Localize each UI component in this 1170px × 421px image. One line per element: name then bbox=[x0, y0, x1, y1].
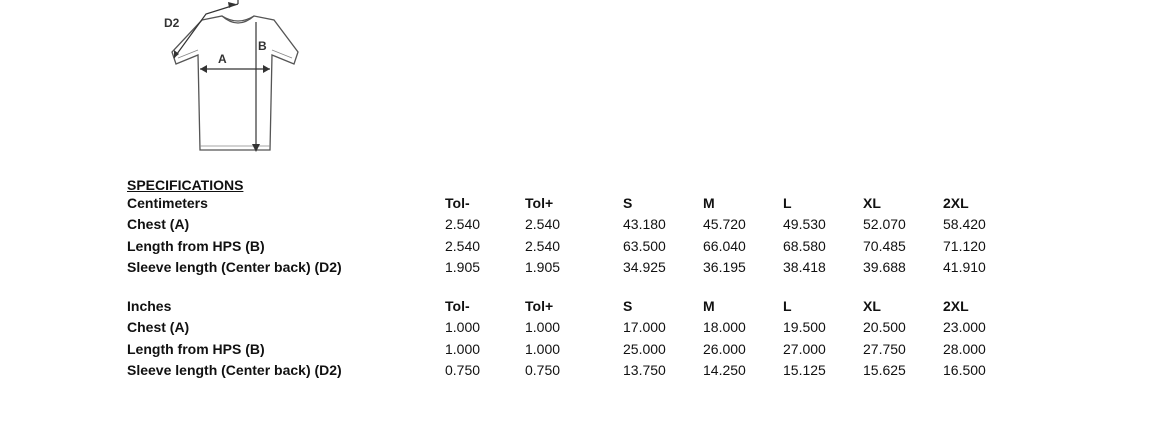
table-cell: 0.750 bbox=[525, 361, 561, 378]
table-cell: 66.040 bbox=[703, 237, 746, 254]
column-header: M bbox=[703, 195, 715, 211]
table-header-row bbox=[127, 193, 1023, 214]
row-label: Chest (A) bbox=[127, 319, 190, 336]
table-cell: 49.530 bbox=[783, 216, 826, 233]
table-cell: 23.000 bbox=[943, 319, 986, 336]
table-cell: 2.540 bbox=[445, 237, 481, 254]
table-row bbox=[127, 339, 1023, 360]
table-cell: 1.000 bbox=[525, 319, 561, 336]
table-cell: 52.070 bbox=[863, 216, 906, 233]
table-cell: 58.420 bbox=[943, 216, 986, 233]
table-cell: 27.000 bbox=[783, 340, 826, 357]
row-label: Length from HPS (B) bbox=[127, 237, 265, 254]
column-header: S bbox=[623, 298, 633, 314]
column-header: XL bbox=[863, 298, 881, 314]
tshirt-measurement-diagram bbox=[150, 0, 310, 160]
table-cell: 1.000 bbox=[525, 340, 561, 357]
unit-label: Inches bbox=[127, 298, 172, 314]
table-cell: 38.418 bbox=[783, 258, 826, 275]
table-cell: 63.500 bbox=[623, 237, 666, 254]
table-cell: 2.540 bbox=[445, 216, 481, 233]
diagram-label-a: A bbox=[218, 52, 227, 66]
spec-table-inches bbox=[127, 296, 1023, 381]
diagram-label-b: B bbox=[258, 39, 267, 53]
tshirt-outline-icon bbox=[150, 0, 310, 160]
column-header: 2XL bbox=[943, 195, 969, 211]
row-label: Sleeve length (Center back) (D2) bbox=[127, 258, 342, 275]
table-row bbox=[127, 257, 1023, 278]
column-header: M bbox=[703, 298, 715, 314]
table-row bbox=[127, 214, 1023, 235]
table-cell: 41.910 bbox=[943, 258, 986, 275]
column-header: Tol- bbox=[445, 298, 470, 314]
table-cell: 1.905 bbox=[445, 258, 481, 275]
row-label: Chest (A) bbox=[127, 216, 190, 233]
table-cell: 15.625 bbox=[863, 361, 906, 378]
table-cell: 68.580 bbox=[783, 237, 826, 254]
table-cell: 2.540 bbox=[525, 237, 561, 254]
table-cell: 27.750 bbox=[863, 340, 906, 357]
table-cell: 1.000 bbox=[445, 319, 481, 336]
table-row bbox=[127, 317, 1023, 338]
table-cell: 1.905 bbox=[525, 258, 561, 275]
spec-table-centimeters bbox=[127, 193, 1023, 278]
row-label: Sleeve length (Center back) (D2) bbox=[127, 361, 342, 378]
table-cell: 17.000 bbox=[623, 319, 666, 336]
row-label: Length from HPS (B) bbox=[127, 340, 265, 357]
table-cell: 19.500 bbox=[783, 319, 826, 336]
table-cell: 45.720 bbox=[703, 216, 746, 233]
table-cell: 13.750 bbox=[623, 361, 666, 378]
column-header: Tol- bbox=[445, 195, 470, 211]
table-cell: 34.925 bbox=[623, 258, 666, 275]
column-header: S bbox=[623, 195, 633, 211]
table-cell: 18.000 bbox=[703, 319, 746, 336]
table-cell: 16.500 bbox=[943, 361, 986, 378]
table-cell: 71.120 bbox=[943, 237, 986, 254]
table-row bbox=[127, 236, 1023, 257]
table-cell: 1.000 bbox=[445, 340, 481, 357]
diagram-label-d2: D2 bbox=[164, 16, 180, 30]
table-cell: 15.125 bbox=[783, 361, 826, 378]
column-header: L bbox=[783, 195, 792, 211]
table-cell: 25.000 bbox=[623, 340, 666, 357]
table-cell: 43.180 bbox=[623, 216, 666, 233]
table-cell: 20.500 bbox=[863, 319, 906, 336]
unit-label: Centimeters bbox=[127, 195, 208, 211]
column-header: 2XL bbox=[943, 298, 969, 314]
table-cell: 70.485 bbox=[863, 237, 906, 254]
table-cell: 36.195 bbox=[703, 258, 746, 275]
table-cell: 2.540 bbox=[525, 216, 561, 233]
table-cell: 0.750 bbox=[445, 361, 481, 378]
table-cell: 26.000 bbox=[703, 340, 746, 357]
specifications-title: SPECIFICATIONS bbox=[127, 177, 244, 193]
table-header-row bbox=[127, 296, 1023, 317]
column-header: Tol+ bbox=[525, 298, 554, 314]
column-header: Tol+ bbox=[525, 195, 554, 211]
table-row bbox=[127, 360, 1023, 381]
table-cell: 28.000 bbox=[943, 340, 986, 357]
column-header: XL bbox=[863, 195, 881, 211]
table-cell: 39.688 bbox=[863, 258, 906, 275]
table-cell: 14.250 bbox=[703, 361, 746, 378]
column-header: L bbox=[783, 298, 792, 314]
